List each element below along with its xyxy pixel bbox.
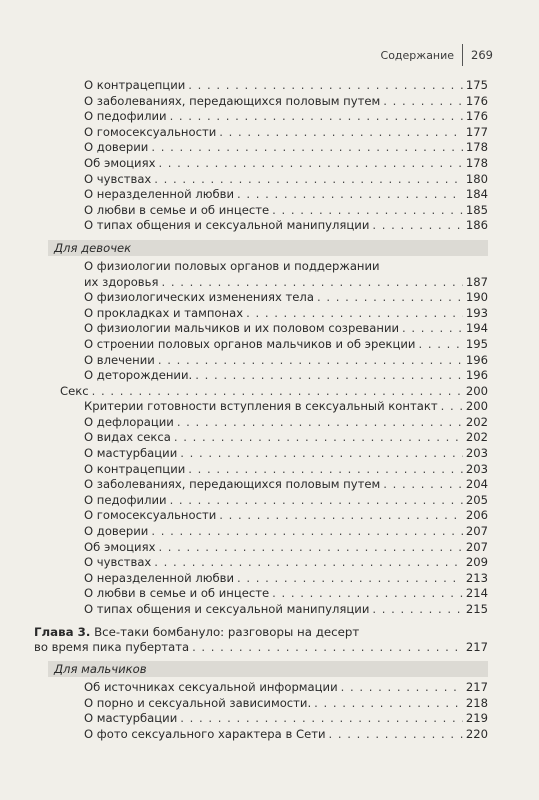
toc-page: 187: [465, 274, 488, 289]
toc-leader-dots: [151, 140, 463, 156]
toc-entry: [34, 727, 488, 743]
toc-entry: [34, 368, 488, 384]
chapter-title-line2: во время пика пубертата: [34, 639, 190, 654]
toc-title: О фото сексуального характера в Сети: [84, 726, 326, 741]
toc-page: 217: [465, 639, 488, 654]
toc-leader-dots: [158, 156, 462, 172]
header-divider: [462, 44, 463, 66]
toc-title: О физиологических изменениях тела: [84, 290, 314, 305]
toc-leader-dots: [314, 696, 463, 712]
chapter-3-entry: [34, 624, 488, 656]
toc-page: 176: [465, 109, 488, 124]
toc-page: 180: [465, 171, 488, 186]
toc-entry: [34, 203, 488, 219]
toc-entry: [34, 571, 488, 587]
toc-entry: [34, 321, 488, 337]
toc-page: 186: [465, 218, 488, 233]
toc-leader-dots: [158, 353, 463, 369]
toc-leader-dots: [341, 680, 463, 696]
toc-block-girls-sex: [34, 399, 488, 617]
toc-title: О контрацепции: [84, 461, 186, 476]
toc-title: О неразделенной любви: [84, 187, 235, 202]
toc-page: 213: [465, 570, 488, 585]
toc-entry: [34, 399, 488, 415]
toc-entry: [34, 711, 488, 727]
toc-entry: [34, 187, 488, 203]
toc-title: О любви в семье и об инцесте: [84, 586, 270, 601]
toc-title: О физиологии мальчиков и их половом созревании: [84, 321, 400, 336]
toc-leader-dots: [402, 321, 463, 337]
toc-leader-dots: [180, 446, 463, 462]
toc-entry: [34, 109, 488, 125]
toc-entry: [34, 415, 488, 431]
toc-entry: [34, 94, 488, 110]
toc-page: 193: [465, 305, 488, 320]
toc-title: О заболеваниях, передающихся половым путем: [84, 477, 381, 492]
toc-entry: [34, 462, 488, 478]
toc-entry: [34, 540, 488, 556]
toc-title: О дефлорации: [84, 414, 174, 429]
toc-block-girls: [34, 290, 488, 384]
toc-leader-dots: [317, 290, 463, 306]
toc-entry: [34, 493, 488, 509]
toc-page: 200: [465, 399, 488, 414]
toc-leader-dots: [154, 555, 463, 571]
toc-entry: [34, 586, 488, 602]
toc-block-1: [34, 78, 488, 234]
toc-title: О любви в семье и об инцесте: [84, 202, 270, 217]
running-header: [381, 44, 493, 66]
toc-leader-dots: [174, 430, 463, 446]
toc-page: 218: [465, 695, 488, 710]
toc-page: 185: [465, 202, 488, 217]
toc-leader-dots: [177, 415, 463, 431]
toc-entry-title-line1: О физиологии половых органов и поддержании: [84, 258, 380, 273]
toc-title: Об эмоциях: [84, 155, 156, 170]
toc-leader-dots: [170, 109, 463, 125]
header-title: Содержание: [380, 48, 455, 62]
toc-page: 177: [465, 124, 488, 139]
toc-leader-dots: [180, 711, 463, 727]
toc-entry: [34, 172, 488, 188]
toc-leader-dots: [219, 508, 463, 524]
toc-page: 207: [465, 539, 488, 554]
toc-leader-dots: [151, 524, 463, 540]
toc-leader-dots: [161, 275, 462, 291]
toc-leader-dots: [192, 640, 463, 656]
toc-leader-dots: [372, 602, 462, 618]
toc-entry: [34, 477, 488, 493]
toc-page: 215: [465, 602, 488, 616]
toc-entry: [34, 696, 488, 712]
section-header-boys: Для мальчиков: [48, 661, 488, 677]
toc-page: 178: [465, 140, 488, 155]
toc-entry: [34, 337, 488, 353]
toc-entry: [34, 680, 488, 696]
toc-page: 203: [465, 461, 488, 476]
toc-page: 194: [465, 321, 488, 336]
toc-title: О деторождении.: [84, 368, 193, 383]
toc-leader-dots: [92, 384, 463, 400]
toc-page: 178: [465, 155, 488, 170]
toc-title: О педофилии: [84, 109, 167, 124]
toc-page: 217: [465, 680, 488, 695]
toc-entry: [34, 602, 488, 618]
toc-title: О порно и сексуальной зависимости.: [84, 695, 312, 710]
toc-page: 219: [465, 711, 488, 726]
toc-block-boys: [34, 680, 488, 742]
toc-title: О мастурбации: [84, 711, 178, 726]
toc-title: О доверии: [84, 524, 149, 539]
toc-page: 204: [465, 477, 488, 492]
toc-title: О типах общения и сексуальной манипуляции: [84, 602, 370, 616]
toc-entry: [34, 218, 488, 234]
toc-leader-dots: [272, 586, 463, 602]
toc-title: Об источниках сексуальной информации: [84, 680, 338, 695]
chapter-title-line1: [34, 624, 488, 640]
toc-title: О контрацепции: [84, 78, 186, 92]
toc-entry: [34, 156, 488, 172]
toc-title: Об эмоциях: [84, 539, 156, 554]
toc-leader-dots: [383, 94, 463, 110]
toc-title: Секс: [60, 383, 89, 398]
toc-leader-dots: [154, 172, 463, 188]
toc-entry: [34, 640, 488, 656]
toc-entry-title-line2: их здоровья: [84, 274, 159, 289]
toc-entry: [34, 78, 488, 94]
table-of-contents: [34, 78, 488, 743]
toc-title: О мастурбации: [84, 446, 178, 461]
toc-leader-dots: [170, 493, 463, 509]
toc-entry: [34, 508, 488, 524]
toc-entry: [34, 306, 488, 322]
toc-title: О строении половых органов мальчиков и об эрекции: [84, 336, 416, 351]
toc-page: 220: [465, 726, 488, 741]
toc-leader-dots: [246, 306, 463, 322]
toc-entry-sex: [34, 384, 488, 400]
chapter-label: Глава 3.: [34, 624, 91, 639]
toc-entry: [34, 446, 488, 462]
toc-entry: [34, 140, 488, 156]
toc-page: 196: [465, 352, 488, 367]
toc-page: 206: [465, 508, 488, 523]
toc-page: 200: [465, 383, 488, 398]
toc-leader-dots: [237, 571, 463, 587]
toc-entry: [34, 290, 488, 306]
toc-leader-dots: [383, 477, 463, 493]
toc-title: О неразделенной любви: [84, 570, 235, 585]
toc-leader-dots: [219, 125, 463, 141]
page-number: 269: [471, 48, 493, 62]
toc-leader-dots: [195, 368, 463, 384]
toc-title: О педофилии: [84, 492, 167, 507]
toc-entry: [34, 555, 488, 571]
toc-page: 202: [465, 414, 488, 429]
toc-page: 190: [465, 290, 488, 305]
toc-entry: [34, 125, 488, 141]
toc-leader-dots: [418, 337, 462, 353]
toc-title: О гомосексуальности: [84, 124, 217, 139]
toc-page: 196: [465, 368, 488, 383]
toc-page: 209: [465, 555, 488, 570]
toc-leader-dots: [441, 399, 463, 415]
toc-leader-dots: [188, 462, 463, 478]
toc-title: О прокладках и тампонах: [84, 305, 244, 320]
toc-title: О влечении: [84, 352, 155, 367]
toc-page: 195: [465, 336, 488, 351]
toc-page: 214: [465, 586, 488, 601]
toc-title: О чувствах: [84, 555, 152, 570]
toc-leader-dots: [329, 727, 463, 743]
toc-title: Критерии готовности вступления в сексуальный контакт: [84, 399, 438, 414]
toc-leader-dots: [372, 218, 462, 234]
toc-page: 207: [465, 524, 488, 539]
toc-page: 203: [465, 446, 488, 461]
toc-page: 202: [465, 430, 488, 445]
toc-entry-wrapped: [34, 259, 488, 290]
toc-title: О гомосексуальности: [84, 508, 217, 523]
toc-entry: [34, 430, 488, 446]
toc-title: О видах секса: [84, 430, 171, 445]
section-header-girls: Для девочек: [48, 240, 488, 256]
toc-page: 176: [465, 93, 488, 108]
toc-page: 184: [465, 187, 488, 202]
toc-title: О доверии: [84, 140, 149, 155]
toc-title: О заболеваниях, передающихся половым путем: [84, 93, 381, 108]
chapter-title: Все-таки бомбануло: разговоры на десерт: [94, 624, 360, 639]
toc-entry: [84, 275, 488, 291]
toc-leader-dots: [272, 203, 463, 219]
toc-page: 175: [465, 78, 488, 92]
toc-leader-dots: [237, 187, 463, 203]
toc-entry: [34, 353, 488, 369]
toc-entry: [34, 524, 488, 540]
toc-leader-dots: [188, 78, 463, 94]
toc-title: О чувствах: [84, 171, 152, 186]
toc-page: 205: [465, 492, 488, 507]
toc-title: О типах общения и сексуальной манипуляции: [84, 218, 370, 233]
toc-leader-dots: [158, 540, 462, 556]
